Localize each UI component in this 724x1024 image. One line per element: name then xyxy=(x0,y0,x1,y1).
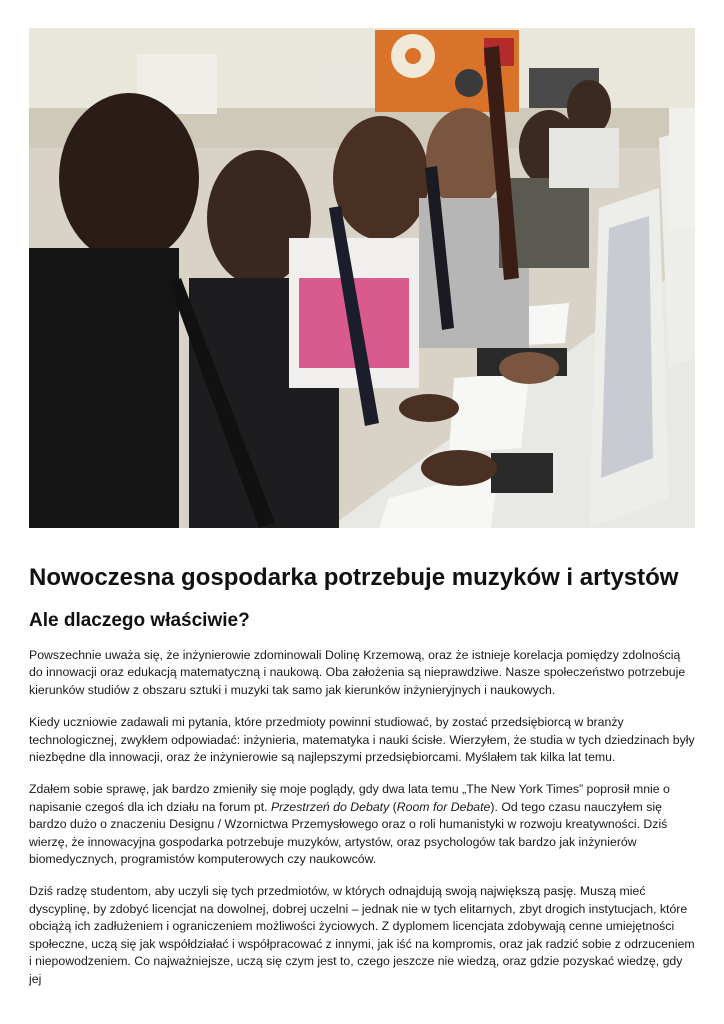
paragraph-3-text-c: ). Od tego czasu nauczyłem się bardzo dużo o znaczeniu Designu / Wzornictwa Przemysłowego oraz o roli humanistyki w rozwoju kreatywności. Dziś wierzę, że innowacyjna gospodarka potrzebuje muzyków, artystów, oraz psychologów tak bardzo jak inżynierów biomedycznych, programistów komputerowych czy naukowców. xyxy=(29,799,668,867)
article-photo xyxy=(29,28,695,528)
paragraph-3-italic-2: Room for Debate xyxy=(396,799,491,814)
paragraph-3-italic-1: Przestrzeń do Debaty xyxy=(270,799,390,814)
article-subtitle: Ale dlaczego właściwie? xyxy=(29,610,250,631)
article-title: Nowoczesna gospodarka potrzebuje muzyków i artystów xyxy=(29,564,679,591)
paragraph-1: Powszechnie uważa się, że inżynierowie zdominowali Dolinę Krzemową, oraz że istnieje korelacja pomiędzy zdolnością do innowacji oraz edukacją matematyczną i naukową. Oba założenia są nieprawdziwe. Nasze społeczeństwo potrzebuje kierunków studiów z obszaru sztuki i muzyki tak samo jak kierunków inżynieryjnych i naukowych. xyxy=(29,648,686,697)
paragraph-4: Dziś radzę studentom, aby uczyli się tych przedmiotów, w których odnajdują swoją największą pasję. Muszą mieć dyscyplinę, by zdobyć licencjat na dowolnej, dobrej uczelni – jednak nie w tych elitarnych, zbyt drogich instytucjach, które obciążą ich zadłużeniem i ograniczeniem możliwości życiowych. Z dyplomem licencjata zdobywają cenne umiejętności społeczne, uczą się jak współdziałać i współpracować z innymi, jak iść na kompromis, oraz jak radzić sobie z odrzuceniem i niepowodzeniem. Co najważniejsze, uczą się czym jest to, czego jeszcze nie wiedzą, oraz gdzie pozyskać wiedzę, gdy jej xyxy=(29,884,695,986)
paragraph-3-text-a: Zdałem sobie sprawę, jak bardzo zmieniły się moje poglądy, gdy dwa lata temu „The New York Times” poprosił mnie o napisanie czegoś dla ich działu na forum pt. xyxy=(29,782,670,814)
article-body xyxy=(29,560,695,1003)
paragraph-3 xyxy=(29,781,695,868)
paragraph-2: Kiedy uczniowie zadawali mi pytania, które przedmioty powinni studiować, by zostać przedsiębiorcą w branży technologicznej, zwykłem odpowiadać: inżynieria, matematyka i nauki ścisłe. Wierzyłem, że studia w tych dziedzinach były niezbędne dla innowacji, oraz że inżynierowie są najlepszymi przedsiębiorcami. Myślałem tak kilka lat temu. xyxy=(29,715,695,765)
paragraph-3-text-b: ( xyxy=(389,799,397,814)
